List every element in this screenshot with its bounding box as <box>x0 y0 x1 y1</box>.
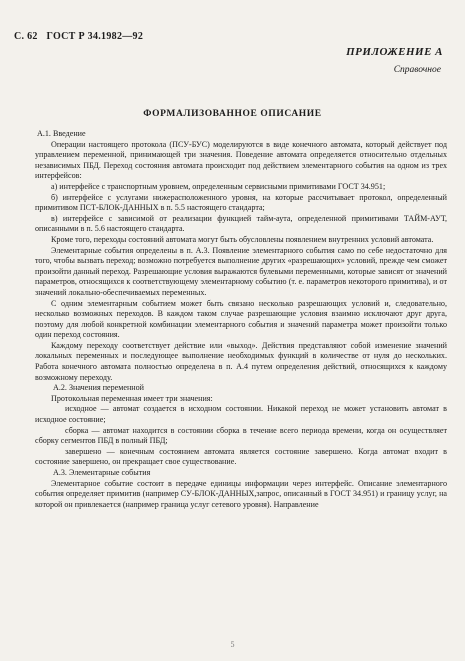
section-heading: А.3. Элементарные события <box>53 468 151 477</box>
definition-item: сборка — автомат находится в состоянии сборка в течение всего периода времени, когда он осуществляет сборку сегментов ПБД в полный ПБД; <box>35 425 447 446</box>
standard-label: ГОСТ Р 34.1982—92 <box>46 31 144 42</box>
paragraph: Кроме того, переходы состояний автомата могут быть обусловлены появлением внутренних условий автомата. <box>51 234 434 244</box>
paragraph: Элементарное событие состоит в передаче единицы информации через интерфейс. Описание элементарного события определяет примитив (например СУ-БЛОК-ДАННЫХ,запрос, описанный в ГОСТ 34.951) и границу услуг, на которой он привлекается (например граница услуг сетевого уровня). Направление <box>35 478 447 509</box>
page-number-label: С. 62 <box>14 31 38 42</box>
list-item: а) интерфейсе с транспортным уровнем, определенным сервисными примитивами ГОСТ 34.951; <box>51 181 386 191</box>
running-header <box>14 31 149 42</box>
definition-item: исходное — автомат создается в исходном состоянии. Никакой переход не может установить автомат в исходное состояние; <box>35 404 447 425</box>
definition-item: завершено — конечным состоянием автомата является состояние завершено. Когда автомат входит в состояние завершено, он прекращает свое существование. <box>35 446 447 467</box>
paragraph: С одним элементарным событием может быть связано несколько разрешающих условий и, следовательно, несколько возможных переходов. В каждом таком случае разрешающие условия взаимно исключают друг друга, поэтому для любой конкретной комбинации элементарного события и значений параметра может произойти только один переход состояния. <box>35 298 447 340</box>
list-item: в) интерфейсе с зависимой от реализации функцией тайм-аута, определенной примитивами ТАЙМ-АУТ, описанными в п. 5.6 настоящего стандарта. <box>35 213 447 234</box>
document-title: ФОРМАЛИЗОВАННОЕ ОПИСАНИЕ <box>143 109 322 119</box>
document-body <box>35 129 447 510</box>
appendix-subtitle: Справочное <box>393 65 441 75</box>
paragraph: Каждому переходу соответствует действие или «выход». Действия представляют собой изменение значений локальных переменных и последующее выполнение необходимых функций в количестве от нуля до нескольких. Работа конечного автомата полностью определена в п. А.4 путем определения действий, относящихся к каждому возможному переходу. <box>35 340 447 382</box>
appendix-title: ПРИЛОЖЕНИЕ А <box>346 46 443 58</box>
paragraph: Элементарные события определены в п. А.3. Появление элементарного события само по себе недостаточно для того, чтобы вызвать переход; возможно потребуется выполнение других «разрешающих» условий, прежде чем сможет произойти данный переход. Разрешающие условия выражаются булевыми переменными, которые зависят от значений параметров, относящихся к соответствующему элементарному событию (т. е. параметров некоторого примитива), и от значений локально-обеспечиваемых переменных. <box>35 245 447 297</box>
paragraph: Протокольная переменная имеет три значения: <box>51 393 213 403</box>
paragraph: Операции настоящего протокола (ПСУ-БУС) моделируются в виде конечного автомата, который действует под управлением переменной, принимающей три значения. Поведение автомата определяется относительно отдельных независимых ПБД. Переход состояния автомата происходит под действием элементарного события на одном из трех интерфейсов: <box>35 139 447 181</box>
section-heading: А.2. Значения переменной <box>53 383 145 393</box>
footer-page-number: 5 <box>230 640 235 649</box>
section-heading: А.1. Введение <box>37 129 86 138</box>
list-item: б) интерфейсе с услугами нижерасположенного уровня, на которые рассчитывает протокол, определенный примитивом ПСТ-БЛОК-ДАННЫХ в п. 5.5 настоящего стандарта; <box>35 192 447 213</box>
